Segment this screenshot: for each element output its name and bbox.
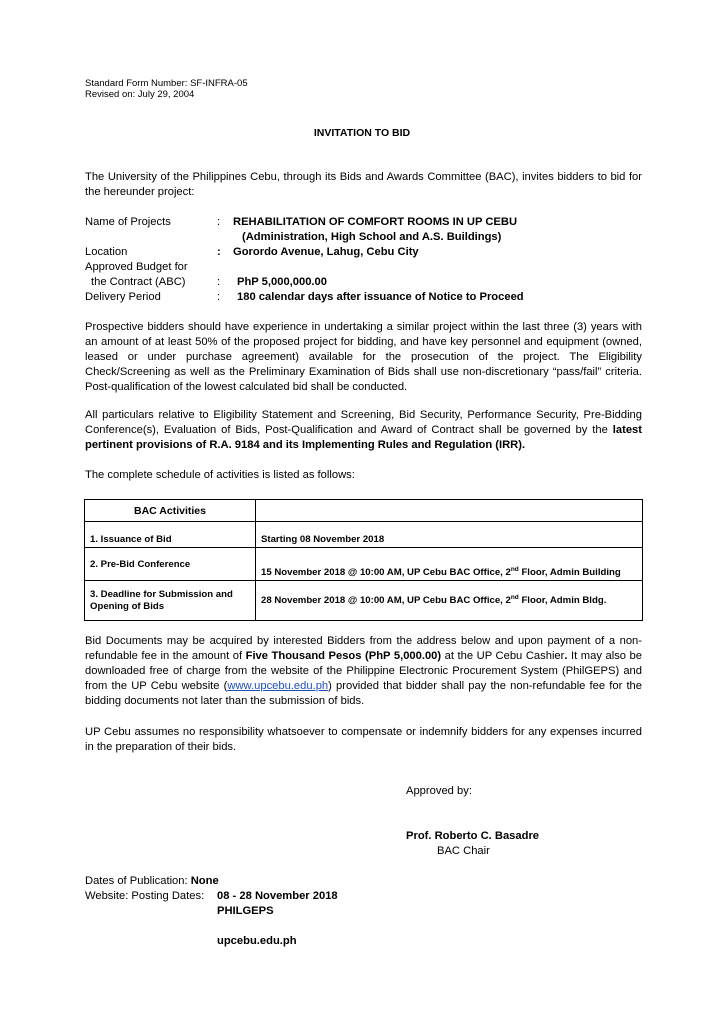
approved-by-label: Approved by: <box>406 785 472 797</box>
revised-date: Revised on: July 29, 2004 <box>85 89 195 100</box>
details-text: 15 November 2018 @ 10:00 AM, UP Cebu BAC Office, 2 <box>261 567 511 578</box>
ordinal-suffix: nd <box>510 565 519 573</box>
schedule-intro: The complete schedule of activities is listed as follows: <box>85 469 355 481</box>
experience-paragraph: Prospective bidders should have experience in undertaking a similar project within the last three (3) years with an amount of at least 50% of the proposed project for bidding, and have key personnel and equipment (owned, leased or under purchase agreement) available for the prosecution of the project. The Eligibility Check/Screening as well as the Preliminary Examination of Bids shall use non-discretionary “pass/fail” criteria. Post-qualification of the lowest calculated bid shall be conducted. <box>85 321 642 393</box>
fee-amount: Five Thousand Pesos (PhP 5,000.00) <box>245 650 442 662</box>
website-posting-dates: 08 - 28 November 2018 <box>217 890 338 902</box>
particulars-bold-text: latest pertinent provisions of R.A. 9184 and its Implementing Rules and Regulation (IRR). <box>85 424 642 451</box>
details-text: 28 November 2018 @ 10:00 AM, UP Cebu BAC Office, 2 <box>261 595 511 606</box>
documents-text-2: at the UP Cebu Cashier <box>441 650 565 662</box>
documents-text-3: It may also be downloaded free of charge from the website of the Philippine Electronic Procurement System (PhilGEPS) and from the UP Cebu website ( <box>85 650 642 692</box>
page-title: INVITATION TO BID <box>313 127 411 139</box>
approver-name: Prof. Roberto C. Basadre <box>406 830 540 842</box>
activity-cell: 3. Deadline for Submission and Opening of Bids <box>85 581 256 621</box>
documents-text-4: ) provided that bidder shall pay the non-refundable fee for the bidding documents not later than the submission of bids. <box>85 680 642 707</box>
ordinal-suffix: nd <box>510 593 519 601</box>
details-cell <box>256 548 643 581</box>
table-row <box>85 581 643 621</box>
table-header-activities: BAC Activities <box>85 500 256 522</box>
colon: : <box>217 291 221 303</box>
table-row <box>85 548 643 581</box>
form-number: Standard Form Number: SF-INFRA-05 <box>85 78 248 89</box>
location-value: Gorordo Avenue, Lahug, Cebu City <box>233 246 419 258</box>
dates-of-publication <box>85 874 219 889</box>
table-row <box>85 522 643 548</box>
table-header-row <box>85 500 643 522</box>
name-of-projects-label: Name of Projects <box>85 216 171 228</box>
colon: : <box>217 246 221 258</box>
intro-paragraph: The University of the Philippines Cebu, through its Bids and Awards Committee (BAC), invites bidders to bid for the hereunder project: <box>85 171 642 198</box>
approver-position: BAC Chair <box>437 845 490 857</box>
abc-label-line1: Approved Budget for <box>85 261 188 273</box>
activity-cell: 1. Issuance of Bid <box>85 522 256 548</box>
details-cell <box>256 581 643 621</box>
dates-of-publication-label: Dates of Publication: <box>85 875 191 887</box>
activity-cell: 2. Pre-Bid Conference <box>85 548 256 581</box>
responsibility-paragraph: UP Cebu assumes no responsibility whatsoever to compensate or indemnify bidders for any expenses incurred in the preparation of their bids. <box>85 726 642 753</box>
location-label: Location <box>85 246 128 258</box>
details-text: Starting 08 November 2018 <box>261 534 385 545</box>
dates-of-publication-value: None <box>190 875 219 887</box>
website-posting-label: Website: Posting Dates: <box>85 890 205 902</box>
documents-text-1: Bid Documents may be acquired by interested Bidders from the address below and upon payment of a non-refundable fee in the amount of <box>85 635 642 662</box>
abc-value: PhP 5,000,000.00 <box>237 276 327 288</box>
abc-label-line2: the Contract (ABC) <box>91 276 186 288</box>
colon: : <box>217 216 221 228</box>
details-text-after: Floor, Admin Bldg. <box>518 595 607 606</box>
colon: : <box>217 276 221 288</box>
delivery-period-label: Delivery Period <box>85 291 161 303</box>
particulars-text: All particulars relative to Eligibility Statement and Screening, Bid Security, Performance Security, Pre-Bidding Conference(s), Evaluation of Bids, Post-Qualification and Award of Contract shall be governed by the <box>85 409 642 436</box>
documents-period: . <box>564 650 568 662</box>
details-text-after: Floor, Admin Building <box>518 567 621 578</box>
project-name-value: REHABILITATION OF COMFORT ROOMS IN UP CEBU <box>233 216 518 228</box>
particulars-paragraph <box>85 408 642 453</box>
details-cell <box>256 522 643 548</box>
table-header-empty <box>256 500 643 522</box>
documents-paragraph <box>85 634 642 709</box>
philgeps-label: PHILGEPS <box>217 905 274 917</box>
delivery-period-value: 180 calendar days after issuance of Notice to Proceed <box>237 291 524 303</box>
upcebu-site-label: upcebu.edu.ph <box>217 935 297 947</box>
upcebu-website-link[interactable]: www.upcebu.edu.ph <box>227 680 329 692</box>
schedule-table <box>84 499 643 621</box>
project-name-subvalue: (Administration, High School and A.S. Buildings) <box>242 231 502 243</box>
